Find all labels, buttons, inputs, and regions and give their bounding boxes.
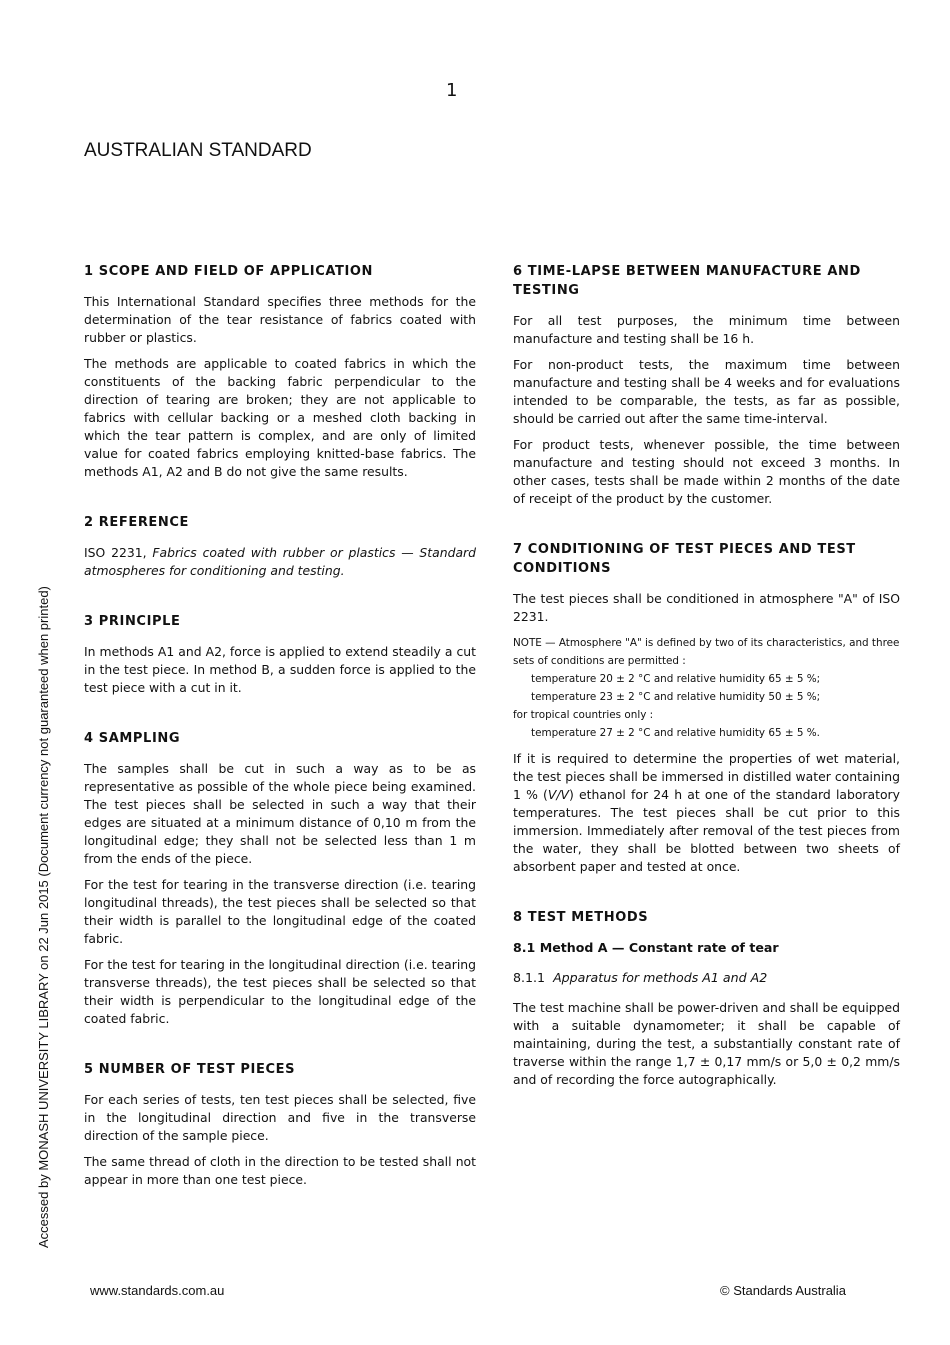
paragraph: The methods are applicable to coated fabrics in which the constituents of the backing fabric perpendicular to the direction of tearing are broken; they are not applicable to fabrics with cellular backing or a meshed cloth backing in which the tear pattern is complex, and are only of limited value for coated fabrics employing knitted-base fabrics. The methods A1, A2 and B do not give the same results. — [84, 356, 476, 479]
note — [513, 634, 900, 742]
condition-item: temperature 23 ± 2 °C and relative humidity 50 ± 5 %; — [531, 691, 821, 703]
section-heading: 4 SAMPLING — [84, 731, 181, 746]
left-column — [84, 262, 476, 1221]
right-column — [513, 262, 900, 1121]
reference-entry — [84, 544, 476, 580]
text-run: If it is required to determine the properties of wet material, the test pieces shall be immersed in distilled water containing 1 % ( — [513, 751, 900, 802]
section-test-methods — [513, 908, 900, 1089]
paragraph: This International Standard specifies three methods for the determination of the tear resistance of fabrics coated with rubber or plastics. — [84, 294, 476, 345]
subsubsection-heading — [513, 969, 900, 987]
paragraph: The test machine shall be power-driven and shall be equipped with a suitable dynamometer; it shall be capable of maintaining, during the test, a substantially constant rate of traverse within the range 1,7 ± 0,17 mm/s or 5,0 ± 0,2 mm/s and of recording the force autographically. — [513, 1000, 900, 1087]
reference-number: ISO 2231, — [84, 545, 147, 560]
footer-copyright: © Standards Australia — [720, 1283, 846, 1298]
section-number-of-test-pieces — [84, 1060, 476, 1189]
section-heading: 2 REFERENCE — [84, 515, 190, 530]
paragraph: For non-product tests, the maximum time between manufacture and testing shall be 4 weeks and for evaluations intended to be comparable, the tests, as far as possible, should be carried out after the same time-interval. — [513, 357, 900, 426]
page-number: 1 — [446, 80, 458, 101]
paragraph: The same thread of cloth in the direction to be tested shall not appear in more than one test piece. — [84, 1154, 476, 1187]
section-heading: 1 SCOPE AND FIELD OF APPLICATION — [84, 264, 374, 279]
condition-item: temperature 27 ± 2 °C and relative humidity 65 ± 5 %. — [531, 727, 820, 739]
paragraph: For all test purposes, the minimum time between manufacture and testing shall be 16 h. — [513, 313, 900, 346]
section-time-lapse — [513, 262, 900, 508]
paragraph: For the test for tearing in the transverse direction (i.e. tearing longitudinal threads), the test pieces shall be selected so that their width is parallel to the longitudinal edge of the coated fabric. — [84, 877, 476, 946]
document-title: AUSTRALIAN STANDARD — [84, 140, 312, 161]
paragraph: For each series of tests, ten test pieces shall be selected, five in the longitudinal direction and five in the transverse direction of the sample piece. — [84, 1092, 476, 1143]
note-text: for tropical countries only : — [513, 709, 654, 721]
text-run-italic: V/V — [547, 787, 570, 802]
section-principle — [84, 612, 476, 697]
section-reference — [84, 513, 476, 580]
subsubsection-number: 8.1.1 — [513, 970, 546, 985]
paragraph: For product tests, whenever possible, the time between manufacture and testing should not exceed 3 months. In other cases, tests shall be made within 2 months of the date of receipt of the product by the customer. — [513, 437, 900, 506]
paragraph: The samples shall be cut in such a way as to be as representative as possible of the whole piece being examined. The test pieces shall be selected in such a way that their edges are situated at a minimum distance of 0,10 m from the longitudinal edge; they shall not be selected less than 1 m from the ends of the piece. — [84, 761, 476, 866]
paragraph — [513, 750, 900, 876]
paragraph: For the test for tearing in the longitudinal direction (i.e. tearing transverse threads), the test pieces shall be selected so that their width is perpendicular to the longitudinal edge of the coated fabric. — [84, 957, 476, 1026]
section-heading: 6 TIME-LAPSE BETWEEN MANUFACTURE AND TESTING — [513, 264, 861, 298]
section-sampling — [84, 729, 476, 1028]
footer-website: www.standards.com.au — [90, 1283, 225, 1298]
text-run: ) ethanol for 24 h at one of the standard laboratory temperatures. The test pieces shall be cut prior to this immersion. Immediately after removal of the test pieces from the water, they shall be blotted between two sheets of absorbent paper and tested at once. — [513, 787, 900, 874]
note-text: NOTE — Atmosphere "A" is defined by two of its characteristics, and three sets of conditions are permitted : — [513, 637, 900, 667]
section-conditioning — [513, 540, 900, 876]
section-scope — [84, 262, 476, 481]
section-heading: 7 CONDITIONING OF TEST PIECES AND TEST CONDITIONS — [513, 542, 856, 576]
paragraph: The test pieces shall be conditioned in atmosphere "A" of ISO 2231. — [513, 591, 900, 624]
section-heading: 8 TEST METHODS — [513, 910, 649, 925]
reference-title: Fabrics coated with rubber or plastics — Standard atmospheres for conditioning and testing. — [84, 545, 476, 578]
access-notice: Accessed by MONASH UNIVERSITY LIBRARY on 22 Jun 2015 (Document currency not guaranteed when printed) — [36, 586, 51, 1248]
paragraph: In methods A1 and A2, force is applied to extend steadily a cut in the test piece. In method B, a sudden force is applied to the test piece with a cut in it. — [84, 644, 476, 695]
subsubsection-title: Apparatus for methods A1 and A2 — [553, 970, 768, 985]
section-heading: 3 PRINCIPLE — [84, 614, 181, 629]
section-heading: 5 NUMBER OF TEST PIECES — [84, 1062, 296, 1077]
condition-item: temperature 20 ± 2 °C and relative humidity 65 ± 5 %; — [531, 673, 821, 685]
subsection-heading: 8.1 Method A — Constant rate of tear — [513, 940, 779, 955]
